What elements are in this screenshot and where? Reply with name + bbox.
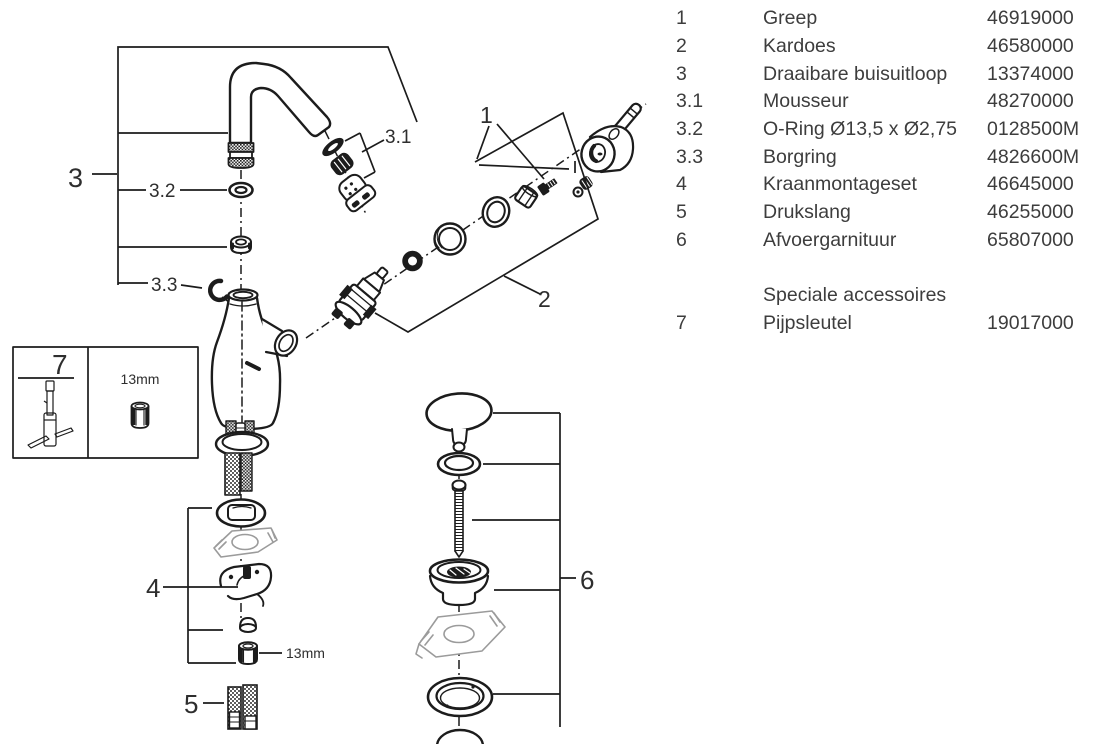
callout-6-label: 6 [580, 565, 595, 595]
part-name: O-Ring Ø13,5 x Ø2,75 [763, 118, 958, 141]
part-number: 3.1 [676, 90, 704, 113]
part-number: 3 [676, 62, 687, 85]
tool-size-label: 13mm [120, 371, 160, 387]
callout-31-label: 3.1 [385, 127, 412, 148]
adapter-nut-part [514, 184, 539, 209]
drain-lock-ring [428, 678, 492, 716]
part-order-no: 4826600M [987, 145, 1080, 168]
part-order-no: 46580000 [987, 35, 1074, 58]
cartridge-chain-parts [403, 176, 593, 271]
part-number: 3.3 [676, 145, 704, 168]
table-row [676, 88, 1097, 116]
cartridge-drawing [326, 257, 399, 334]
part-name: Afvoergarnituur [763, 228, 897, 251]
table-row [676, 199, 1097, 227]
mounting-set-drawing [214, 500, 277, 665]
drain-bottom-ring [437, 730, 483, 744]
callout-5-label: 5 [184, 689, 199, 719]
part-order-no: 46255000 [987, 201, 1074, 224]
sink-cutaway-upper [214, 528, 277, 557]
callout-33-label: 3.3 [151, 275, 178, 296]
handle-screw-part [538, 177, 559, 195]
table-spacer-row [676, 254, 1097, 282]
part-number: 7 [676, 311, 687, 334]
table-row [676, 5, 1097, 33]
slotted-nut-part [231, 237, 251, 254]
special-accessories-heading-row [676, 282, 1097, 310]
part-order-no: 19017000 [987, 311, 1074, 334]
part-name: Drukslang [763, 201, 851, 224]
spout-collar [229, 143, 254, 152]
callout-2-leader [504, 276, 540, 294]
table-row [676, 171, 1097, 199]
special-accessories-heading: Speciale accessoires [763, 284, 947, 307]
table-row [676, 227, 1097, 255]
callout-3-label: 3 [68, 163, 84, 193]
table-row [676, 116, 1097, 144]
part-name: Kardoes [763, 35, 836, 58]
part-order-no: 46645000 [987, 173, 1074, 196]
part-number: 5 [676, 201, 687, 224]
faucet-body-drawing [212, 290, 302, 496]
mounting-clamp [220, 564, 271, 606]
part-name: Kraanmontageset [763, 173, 917, 196]
part-order-no: 65807000 [987, 228, 1074, 251]
callout-1-label: 1 [480, 102, 493, 128]
part-number: 3.2 [676, 118, 704, 141]
ribbed-ring-part [435, 224, 466, 255]
spout-assembly-drawing [210, 63, 330, 300]
hex-socket-icon [132, 403, 149, 429]
part-order-no: 46919000 [987, 7, 1074, 30]
part-name: Borgring [763, 145, 837, 168]
callout-4-label: 4 [146, 573, 161, 603]
hex-nut-13mm [239, 642, 257, 664]
callout-1-leaders [477, 124, 575, 179]
drain-assembly-drawing [416, 391, 505, 744]
sink-cutaway-lower [416, 611, 505, 658]
part-name: Greep [763, 7, 818, 30]
tool-box [13, 347, 198, 458]
part-name: Draaibare buisuitloop [763, 62, 948, 85]
callout-32-label: 3.2 [149, 181, 176, 202]
part-order-no: 13374000 [987, 62, 1074, 85]
drain-flange [430, 560, 488, 606]
retaining-clip-part [210, 281, 227, 300]
table-row [676, 143, 1097, 171]
table-row [676, 33, 1097, 61]
parts-table [676, 5, 1097, 337]
part-number: 2 [676, 35, 687, 58]
handle-drawing [578, 102, 643, 175]
supply-hoses-drawing [228, 685, 257, 729]
nut-size-label: 13mm [286, 645, 325, 661]
drain-plug-cap [425, 391, 492, 432]
callout-31-bracket [345, 133, 384, 178]
callout-7-label: 7 [52, 349, 68, 380]
part-number: 4 [676, 173, 687, 196]
escutcheon-ring-part [479, 193, 514, 230]
part-number: 6 [676, 228, 687, 251]
part-order-no: 48270000 [987, 90, 1074, 113]
callout-2-label: 2 [538, 286, 551, 312]
o-ring-part [230, 183, 253, 197]
drain-screw [453, 481, 466, 558]
part-number: 1 [676, 7, 687, 30]
table-row [676, 60, 1097, 88]
part-name: Pijpsleutel [763, 311, 852, 334]
part-order-no: 0128500M [987, 118, 1080, 141]
table-row [676, 310, 1097, 338]
part-name: Mousseur [763, 90, 849, 113]
